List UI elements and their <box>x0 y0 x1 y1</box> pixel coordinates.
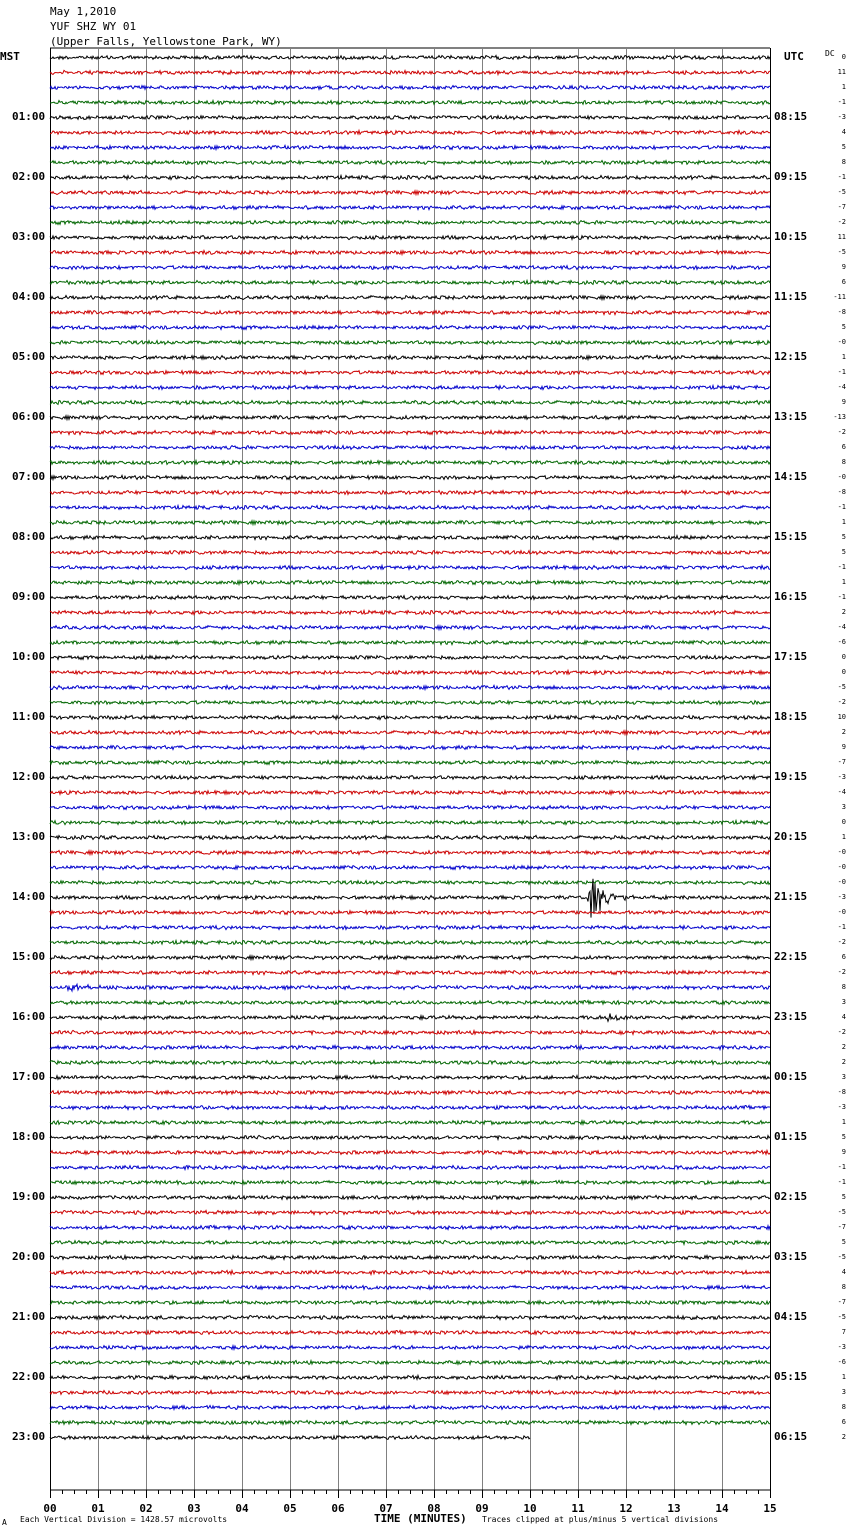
trace-row-87 <box>50 1361 770 1365</box>
trace-row-24 <box>50 416 770 420</box>
trace-row-91 <box>50 1420 770 1424</box>
trace-row-72 <box>50 1135 770 1139</box>
dc-offset-value: -0 <box>837 863 846 871</box>
trace-row-58 <box>50 926 770 930</box>
x-tick-label: 07 <box>379 1502 393 1515</box>
trace-row-35 <box>50 580 770 584</box>
trace-row-11 <box>50 220 770 224</box>
vertical-division-note: Each Vertical Division = 1428.57 microvolts <box>20 1515 228 1524</box>
dc-offset-value: -0 <box>837 338 846 346</box>
dc-offset-value: 11 <box>837 68 846 76</box>
trace-row-65 <box>50 1030 770 1034</box>
dc-offset-value: 5 <box>841 548 846 556</box>
dc-offset-value: 6 <box>841 443 846 451</box>
left-hour-label: 16:00 <box>12 1010 46 1023</box>
trace-row-61 <box>50 970 770 974</box>
dc-offset-value: 0 <box>841 653 846 661</box>
dc-offset-value: 5 <box>841 1133 846 1141</box>
trace-row-41 <box>50 671 770 675</box>
trace-row-16 <box>50 295 770 299</box>
dc-offset-value: -0 <box>837 878 846 886</box>
left-hour-label: 23:00 <box>12 1430 46 1443</box>
right-hour-label: 13:15 <box>774 410 808 423</box>
trace-row-49 <box>50 790 770 794</box>
x-axis-title: TIME (MINUTES) <box>374 1512 467 1525</box>
trace-row-76 <box>50 1195 770 1199</box>
dc-offset-value: -1 <box>837 503 846 511</box>
trace-row-59 <box>50 940 770 944</box>
left-hour-label: 21:00 <box>12 1310 46 1323</box>
right-hour-label: 11:15 <box>774 290 808 303</box>
trace-row-18 <box>50 325 770 329</box>
dc-offset-value: -8 <box>837 308 846 316</box>
x-tick-label: 13 <box>667 1502 681 1515</box>
trace-row-53 <box>50 851 770 855</box>
dc-offset-value: -6 <box>837 1358 846 1366</box>
dc-offset-value: -7 <box>837 203 846 211</box>
trace-row-33 <box>50 551 770 555</box>
left-hour-label: 06:00 <box>12 410 46 423</box>
left-hour-label: 20:00 <box>12 1250 46 1263</box>
dc-offset-value: 6 <box>841 953 846 961</box>
dc-offset-value: -4 <box>837 623 846 631</box>
dc-offset-value: -3 <box>837 773 846 781</box>
dc-offset-value: 3 <box>841 998 846 1006</box>
trace-row-77 <box>50 1211 770 1215</box>
right-hour-label: 15:15 <box>774 530 808 543</box>
trace-row-81 <box>50 1271 770 1275</box>
dc-offset-value: 5 <box>841 1193 846 1201</box>
trace-row-86 <box>50 1345 770 1349</box>
trace-row-54 <box>50 865 770 869</box>
dc-offset-value: 9 <box>841 263 846 271</box>
trace-row-26 <box>50 446 770 450</box>
dc-offset-value: 9 <box>841 743 846 751</box>
left-hour-label: 01:00 <box>12 110 46 123</box>
dc-offset-value: -3 <box>837 1343 846 1351</box>
left-hour-label: 04:00 <box>12 290 46 303</box>
trace-row-2 <box>50 86 770 90</box>
dc-offset-value: -2 <box>837 1028 846 1036</box>
right-hour-label: 02:15 <box>774 1190 808 1203</box>
dc-offset-value: 4 <box>841 1268 846 1276</box>
trace-row-36 <box>50 596 770 600</box>
dc-offset-value: -5 <box>837 1208 846 1216</box>
trace-row-64 <box>50 1014 770 1022</box>
dc-offset-header: DC <box>825 49 835 58</box>
left-hour-label: 12:00 <box>12 770 46 783</box>
trace-row-68 <box>50 1076 770 1080</box>
left-hour-label: 19:00 <box>12 1190 46 1203</box>
dc-offset-value: -2 <box>837 218 846 226</box>
trace-row-48 <box>50 776 770 780</box>
dc-offset-value: 0 <box>841 818 846 826</box>
left-hour-label: 09:00 <box>12 590 46 603</box>
right-hour-label: 06:15 <box>774 1430 808 1443</box>
dc-offset-value: 2 <box>841 1058 846 1066</box>
dc-offset-value: 9 <box>841 398 846 406</box>
dc-offset-value: 4 <box>841 128 846 136</box>
trace-row-47 <box>50 760 770 764</box>
left-hour-label: 07:00 <box>12 470 46 483</box>
right-hour-label: 01:15 <box>774 1130 808 1143</box>
trace-row-22 <box>50 386 770 390</box>
trace-row-51 <box>50 821 770 825</box>
x-tick-label: 06 <box>331 1502 345 1515</box>
dc-offset-value: 8 <box>841 1403 846 1411</box>
trace-row-84 <box>50 1315 770 1319</box>
trace-row-63 <box>50 1001 770 1005</box>
right-hour-label: 09:15 <box>774 170 808 183</box>
trace-row-1 <box>50 70 770 74</box>
trace-row-71 <box>50 1121 770 1125</box>
trace-row-4 <box>50 116 770 120</box>
trace-row-82 <box>50 1286 770 1290</box>
trace-row-78 <box>50 1226 770 1230</box>
trace-row-83 <box>50 1301 770 1305</box>
dc-offset-value: -5 <box>837 248 846 256</box>
x-tick-label: 04 <box>235 1502 249 1515</box>
trace-row-31 <box>50 521 770 525</box>
trace-row-89 <box>50 1391 770 1395</box>
dc-offset-value: -1 <box>837 593 846 601</box>
dc-offset-value: -1 <box>837 563 846 571</box>
dc-offset-value: -1 <box>837 98 846 106</box>
dc-offset-value: -0 <box>837 908 846 916</box>
dc-offset-value: -5 <box>837 1313 846 1321</box>
left-timezone-label: MST <box>0 50 20 63</box>
right-hour-label: 19:15 <box>774 770 808 783</box>
right-hour-label: 17:15 <box>774 650 808 663</box>
x-tick-label: 09 <box>475 1502 489 1515</box>
left-hour-label: 22:00 <box>12 1370 46 1383</box>
left-hour-label: 15:00 <box>12 950 46 963</box>
trace-row-70 <box>50 1106 770 1110</box>
x-tick-label: 05 <box>283 1502 297 1515</box>
right-hour-label: 14:15 <box>774 470 808 483</box>
trace-row-50 <box>50 806 770 810</box>
trace-row-67 <box>50 1061 770 1065</box>
trace-row-39 <box>50 641 770 645</box>
dc-offset-value: -7 <box>837 758 846 766</box>
x-tick-label: 00 <box>43 1502 57 1515</box>
plot-date: May 1,2010 <box>50 5 117 18</box>
left-hour-label: 08:00 <box>12 530 46 543</box>
trace-row-7 <box>50 161 770 165</box>
seismic-traces <box>50 56 770 1440</box>
left-hour-label: 10:00 <box>12 650 46 663</box>
trace-row-73 <box>50 1151 770 1155</box>
dc-offset-value: 5 <box>841 143 846 151</box>
dc-offset-value: 1 <box>841 518 846 526</box>
dc-offset-value: -1 <box>837 368 846 376</box>
dc-offset-value: 9 <box>841 1148 846 1156</box>
station-location: (Upper Falls, Yellowstone Park, WY) <box>50 35 282 48</box>
dc-offset-value: -3 <box>837 893 846 901</box>
dc-offset-value: 1 <box>841 1373 846 1381</box>
dc-offset-value: 1 <box>841 578 846 586</box>
right-hour-label: 03:15 <box>774 1250 808 1263</box>
dc-offset-value: 3 <box>841 1073 846 1081</box>
trace-row-29 <box>50 491 770 495</box>
trace-row-9 <box>50 190 770 194</box>
x-tick-label: 11 <box>571 1502 585 1515</box>
dc-offset-value: -8 <box>837 1088 846 1096</box>
trace-row-44 <box>50 716 770 720</box>
dc-offset-value: 4 <box>841 1013 846 1021</box>
trace-row-10 <box>50 206 770 210</box>
trace-row-66 <box>50 1046 770 1050</box>
right-hour-label: 05:15 <box>774 1370 808 1383</box>
trace-row-62 <box>50 984 770 991</box>
dc-offset-value: 1 <box>841 353 846 361</box>
right-hour-label: 10:15 <box>774 230 808 243</box>
left-hour-label: 05:00 <box>12 350 46 363</box>
left-hour-label: 14:00 <box>12 890 46 903</box>
dc-offset-value: 2 <box>841 728 846 736</box>
x-tick-label: 10 <box>523 1502 537 1515</box>
trace-row-20 <box>50 355 770 359</box>
x-tick-label: 03 <box>187 1502 201 1515</box>
trace-row-32 <box>50 535 770 539</box>
dc-offset-value: 0 <box>841 53 846 61</box>
x-tick-label: 14 <box>715 1502 729 1515</box>
dc-offset-value: 3 <box>841 1388 846 1396</box>
x-tick-label: 12 <box>619 1502 633 1515</box>
left-hour-label: 17:00 <box>12 1070 46 1083</box>
trace-row-28 <box>50 475 770 479</box>
dc-offset-value: -1 <box>837 923 846 931</box>
dc-offset-value: 8 <box>841 458 846 466</box>
trace-row-40 <box>50 655 770 659</box>
right-hour-label: 00:15 <box>774 1070 808 1083</box>
trace-row-6 <box>50 145 770 149</box>
trace-row-34 <box>50 566 770 570</box>
left-hour-label: 18:00 <box>12 1130 46 1143</box>
trace-row-46 <box>50 746 770 750</box>
trace-row-0 <box>50 56 770 60</box>
dc-offset-value: 0 <box>841 668 846 676</box>
trace-row-75 <box>50 1181 770 1185</box>
trace-row-14 <box>50 266 770 270</box>
dc-offset-value: -2 <box>837 698 846 706</box>
dc-offset-value: 6 <box>841 1418 846 1426</box>
trace-row-57 <box>50 910 770 914</box>
left-hour-label: 11:00 <box>12 710 46 723</box>
station-code: YUF SHZ WY 01 <box>50 20 137 33</box>
dc-offset-value: 1 <box>841 1118 846 1126</box>
trace-row-55 <box>50 881 770 885</box>
trace-row-37 <box>50 611 770 615</box>
trace-row-45 <box>50 730 770 734</box>
dc-offset-value: -5 <box>837 683 846 691</box>
dc-offset-value: -5 <box>837 188 846 196</box>
left-hour-label: 02:00 <box>12 170 46 183</box>
trace-row-5 <box>50 131 770 135</box>
dc-offset-value: 6 <box>841 278 846 286</box>
trace-row-38 <box>50 625 770 629</box>
dc-offset-value: -2 <box>837 968 846 976</box>
left-hour-label: 13:00 <box>12 830 46 843</box>
right-hour-label: 18:15 <box>774 710 808 723</box>
dc-offset-value: 1 <box>841 833 846 841</box>
dc-offset-value: 5 <box>841 1238 846 1246</box>
trace-row-13 <box>50 250 770 254</box>
trace-row-74 <box>50 1166 770 1170</box>
dc-offset-value: -5 <box>837 1253 846 1261</box>
dc-offset-value: -3 <box>837 1103 846 1111</box>
dc-offset-value: 8 <box>841 158 846 166</box>
right-hour-label: 04:15 <box>774 1310 808 1323</box>
dc-offset-value: -11 <box>833 293 846 301</box>
dc-offset-value: -0 <box>837 848 846 856</box>
trace-row-23 <box>50 400 770 404</box>
dc-offset-value: -7 <box>837 1298 846 1306</box>
x-tick-label: 08 <box>427 1502 441 1515</box>
right-hour-label: 16:15 <box>774 590 808 603</box>
dc-offset-value: -7 <box>837 1223 846 1231</box>
dc-offset-value: -1 <box>837 1163 846 1171</box>
right-timezone-label: UTC <box>784 50 804 63</box>
dc-offset-value: 2 <box>841 1043 846 1051</box>
trace-row-30 <box>50 505 770 509</box>
dc-offset-value: -4 <box>837 788 846 796</box>
x-tick-label: 02 <box>139 1502 153 1515</box>
footer-mark: A <box>2 1518 7 1527</box>
dc-offset-value: -8 <box>837 488 846 496</box>
trace-row-25 <box>50 430 770 434</box>
right-hour-label: 08:15 <box>774 110 808 123</box>
right-hour-label: 20:15 <box>774 830 808 843</box>
dc-offset-value: 5 <box>841 533 846 541</box>
trace-row-27 <box>50 461 770 465</box>
clip-note: Traces clipped at plus/minus 5 vertical divisions <box>482 1515 719 1524</box>
dc-offset-value: 11 <box>837 233 846 241</box>
trace-row-85 <box>50 1331 770 1335</box>
trace-row-42 <box>50 685 770 689</box>
trace-row-21 <box>50 371 770 375</box>
trace-row-3 <box>50 101 770 105</box>
dc-offset-value: 1 <box>841 83 846 91</box>
dc-offset-value: 8 <box>841 983 846 991</box>
trace-row-12 <box>50 236 770 240</box>
dc-offset-value: -3 <box>837 113 846 121</box>
trace-row-8 <box>50 176 770 180</box>
trace-row-17 <box>50 311 770 315</box>
right-hour-label: 22:15 <box>774 950 808 963</box>
dc-offset-value: 7 <box>841 1328 846 1336</box>
left-hour-label: 03:00 <box>12 230 46 243</box>
dc-offset-value: -13 <box>833 413 846 421</box>
dc-offset-value: -6 <box>837 638 846 646</box>
trace-row-43 <box>50 701 770 705</box>
trace-row-15 <box>50 281 770 285</box>
trace-row-19 <box>50 341 770 345</box>
dc-offset-value: -1 <box>837 173 846 181</box>
trace-row-52 <box>50 835 770 839</box>
x-tick-label: 01 <box>91 1502 105 1515</box>
dc-offset-value: -1 <box>837 1178 846 1186</box>
right-hour-label: 12:15 <box>774 350 808 363</box>
dc-offset-value: -4 <box>837 383 846 391</box>
dc-offset-value: 2 <box>841 608 846 616</box>
dc-offset-value: 10 <box>837 713 846 721</box>
x-tick-label: 15 <box>763 1502 777 1515</box>
dc-offset-value: 2 <box>841 1433 846 1441</box>
trace-row-60 <box>50 956 770 960</box>
right-hour-label: 21:15 <box>774 890 808 903</box>
trace-row-79 <box>50 1240 770 1244</box>
dc-offset-value: 3 <box>841 803 846 811</box>
dc-offset-value: 8 <box>841 1283 846 1291</box>
dc-offset-value: -0 <box>837 473 846 481</box>
trace-row-69 <box>50 1090 770 1094</box>
trace-row-90 <box>50 1406 770 1410</box>
trace-row-88 <box>50 1376 770 1380</box>
dc-offset-value: -2 <box>837 938 846 946</box>
right-hour-label: 23:15 <box>774 1010 808 1023</box>
dc-offset-value: -2 <box>837 428 846 436</box>
trace-row-80 <box>50 1256 770 1260</box>
dc-offset-value: 5 <box>841 323 846 331</box>
